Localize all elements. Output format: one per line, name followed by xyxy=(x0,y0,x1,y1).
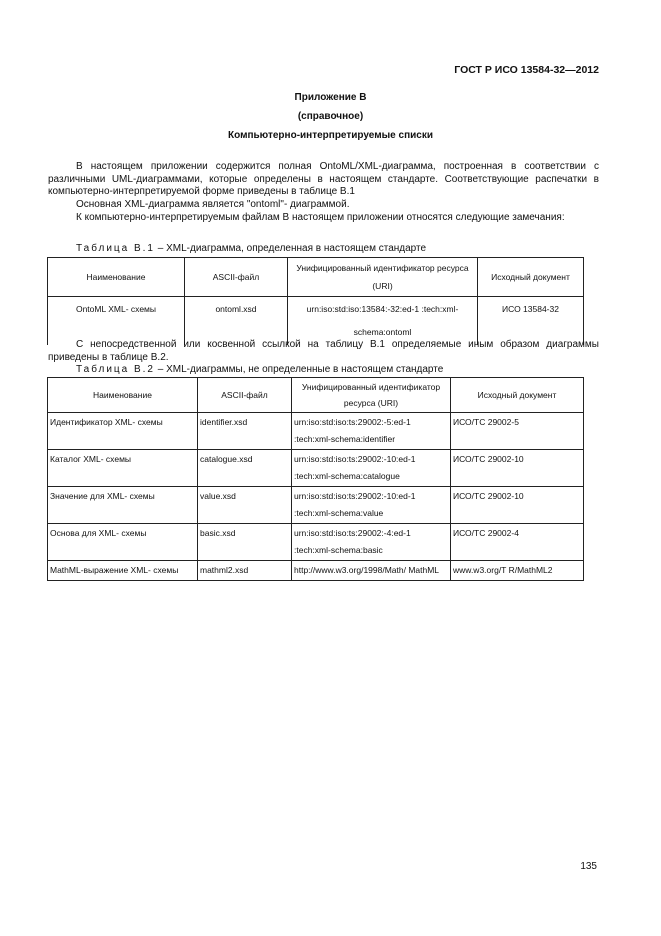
table-header-cell: Наименование xyxy=(48,378,198,413)
table-header-cell: ASCII-файл xyxy=(198,378,292,413)
table-2-caption-prefix: Таблица В.2 xyxy=(76,364,155,375)
table-1-caption-prefix: Таблица В.1 xyxy=(76,243,155,254)
paragraph-1-text: В настоящем приложении содержится полная OntoML/XML-диаграмма, построенная в соответствии с различными UML-диаграммами, которые определены в настоящем стандарте. Соответствующие распечатки в компьютерно-интерпретируемой форме приведены в таблице В.1 xyxy=(48,161,599,197)
table-cell: www.w3.org/T R/MathML2 xyxy=(451,561,584,581)
paragraph-4 xyxy=(48,339,599,364)
table-cell: urn:iso:std:iso:13584:-32:ed-1 :tech:xml-schema:ontoml xyxy=(288,297,478,346)
table-cell: ИСО/ТС 29002-10 xyxy=(451,487,584,524)
table-cell: urn:iso:std:iso:ts:29002:-10:ed-1 :tech:xml-schema:value xyxy=(292,487,451,524)
table-cell: MathML-выражение XML- схемы xyxy=(48,561,198,581)
table-cell: Каталог XML- схемы xyxy=(48,450,198,487)
table-header-cell: Наименование xyxy=(48,258,185,297)
table-2 xyxy=(47,377,584,581)
table-header-cell: Исходный документ xyxy=(451,378,584,413)
page-number: 135 xyxy=(580,861,597,872)
table-cell: OntoML XML- схемы xyxy=(48,297,185,346)
table-1 xyxy=(47,257,584,345)
table-header-cell: Унифицированный идентификатор ресурса (URI) xyxy=(288,258,478,297)
table-cell: urn:iso:std:iso:ts:29002:-10:ed-1 :tech:xml-schema:catalogue xyxy=(292,450,451,487)
table-cell: urn:iso:std:iso:ts:29002:-5:ed-1 :tech:xml-schema:identifier xyxy=(292,413,451,450)
paragraph-2-text: Основная XML-диаграмма является "ontoml"- диаграммой. xyxy=(76,199,350,210)
table-header-row xyxy=(48,258,584,297)
table-row xyxy=(48,487,584,524)
table-2-caption-text: – XML-диаграммы, не определенные в настоящем стандарте xyxy=(155,364,444,375)
appendix-title: Приложение В xyxy=(294,92,367,103)
table-cell: ontoml.xsd xyxy=(185,297,288,346)
table-cell: ИСО/ТС 29002-5 xyxy=(451,413,584,450)
table-cell: Основа для XML- схемы xyxy=(48,524,198,561)
paragraph-3 xyxy=(48,212,599,225)
paragraph-4-text: С непосредственной или косвенной ссылкой на таблицу В.1 определяемые иным образом диаграммы приведены в таблице В.2. xyxy=(48,339,599,363)
table-cell: mathml2.xsd xyxy=(198,561,292,581)
table-header-cell: Унифицированный идентификатор ресурса (URI) xyxy=(292,378,451,413)
table-cell: basic.xsd xyxy=(198,524,292,561)
table-cell: identifier.xsd xyxy=(198,413,292,450)
table-row xyxy=(48,413,584,450)
table-1-caption xyxy=(76,243,426,254)
table-cell: catalogue.xsd xyxy=(198,450,292,487)
table-cell: http://www.w3.org/1998/Math/ MathML xyxy=(292,561,451,581)
table-header-cell: ASCII-файл xyxy=(185,258,288,297)
table-header-cell: Исходный документ xyxy=(478,258,584,297)
paragraph-1 xyxy=(48,161,599,199)
table-header-row xyxy=(48,378,584,413)
table-cell: Идентификатор XML- схемы xyxy=(48,413,198,450)
table-cell: ИСО/ТС 29002-10 xyxy=(451,450,584,487)
table-cell: ИСО/ТС 29002-4 xyxy=(451,524,584,561)
appendix-subtitle: Компьютерно-интерпретируемые списки xyxy=(228,130,433,141)
standard-header: ГОСТ Р ИСО 13584-32—2012 xyxy=(454,64,599,76)
paragraph-2 xyxy=(48,199,599,212)
table-row xyxy=(48,561,584,581)
table-row xyxy=(48,297,584,346)
table-2-caption xyxy=(76,364,443,375)
paragraph-3-text: К компьютерно-интерпретируемым файлам В настоящем приложении относятся следующие замечания: xyxy=(76,212,565,223)
table-cell: Значение для XML- схемы xyxy=(48,487,198,524)
table-cell: value.xsd xyxy=(198,487,292,524)
appendix-type: (справочное) xyxy=(297,111,364,122)
table-cell: urn:iso:std:iso:ts:29002:-4:ed-1 :tech:xml-schema:basic xyxy=(292,524,451,561)
table-cell: ИСО 13584-32 xyxy=(478,297,584,346)
table-1-caption-text: – XML-диаграмма, определенная в настоящем стандарте xyxy=(155,243,427,254)
table-row xyxy=(48,450,584,487)
table-row xyxy=(48,524,584,561)
